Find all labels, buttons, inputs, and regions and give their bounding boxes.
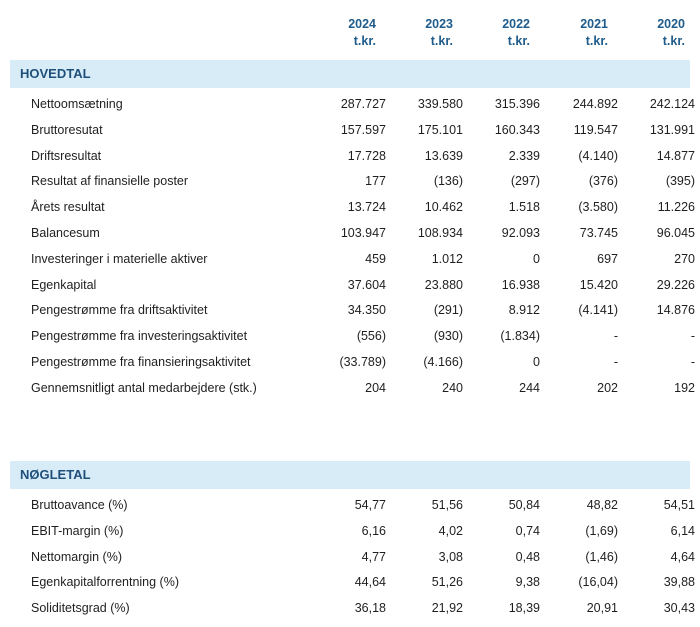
row-value-2020: 11.226: [657, 200, 695, 215]
table-row: [10, 118, 695, 144]
column-year: 2023: [425, 17, 453, 31]
row-label: Egenkapital: [31, 277, 97, 292]
table-row: [10, 596, 695, 622]
row-value-2020: 270: [674, 251, 695, 266]
table-row: [10, 350, 695, 376]
row-label: Driftsresultat: [31, 148, 102, 163]
row-value-2021: (16,04): [578, 575, 618, 590]
column-year: 2020: [657, 17, 685, 31]
row-value-2021: 48,82: [586, 498, 618, 512]
row-value-2022: 0,48: [515, 549, 540, 564]
column-headers: [0, 16, 700, 56]
row-label: Resultat af finansielle poster: [31, 174, 189, 189]
section-header-noegletal: [10, 461, 690, 489]
row-value-2022: 160.343: [494, 122, 540, 137]
row-value-2022: 9,38: [515, 575, 540, 590]
row-value-2021: -: [613, 354, 618, 369]
row-value-2024: 103.947: [340, 225, 386, 240]
section-title: NØGLETAL: [20, 467, 91, 482]
table-row: [10, 493, 695, 519]
table-row: [10, 247, 695, 273]
table-row: [10, 273, 695, 299]
row-value-2021: (4.140): [578, 148, 618, 163]
row-value-2020: 54,51: [663, 498, 695, 512]
row-value-2020: 242.124: [649, 97, 695, 111]
row-label: Investeringer i materielle aktiver: [31, 251, 208, 266]
row-value-2023: (4.166): [423, 354, 463, 369]
row-value-2022: 16.938: [501, 277, 540, 292]
row-value-2024: 34.350: [347, 303, 386, 318]
row-value-2024: 204: [365, 380, 386, 395]
row-value-2021: 73.745: [579, 225, 618, 240]
column-unit: t.kr.: [585, 34, 608, 48]
row-value-2023: 3,08: [438, 549, 463, 564]
row-value-2024: 4,77: [361, 549, 386, 564]
column-unit: t.kr.: [662, 34, 685, 48]
table-row: [10, 570, 695, 596]
row-label: Gennemsnitligt antal medarbejdere (stk.): [31, 380, 257, 395]
section-title: HOVEDTAL: [20, 66, 91, 81]
row-value-2023: 240: [442, 380, 463, 395]
column-unit: t.kr.: [353, 34, 376, 48]
row-value-2023: 10.462: [424, 200, 463, 215]
column-year: 2022: [502, 17, 530, 31]
row-value-2022: 1.518: [508, 200, 540, 215]
row-value-2023: 339.580: [417, 97, 463, 111]
column-header-2020: [605, 16, 685, 50]
row-value-2020: 131.991: [649, 122, 695, 137]
table-row: [10, 144, 695, 170]
row-value-2024: 17.728: [347, 148, 386, 163]
row-value-2021: (4.141): [578, 303, 618, 318]
row-value-2022: 0,74: [515, 523, 540, 538]
hovedtal-table: [10, 92, 695, 402]
column-header-2024: [296, 16, 376, 50]
row-value-2021: 15.420: [579, 277, 618, 292]
row-value-2020: 14.877: [656, 148, 695, 163]
table-row: [10, 169, 695, 195]
row-label: Årets resultat: [31, 200, 105, 215]
row-value-2024: 54,77: [354, 498, 386, 512]
row-value-2020: 6,14: [670, 523, 695, 538]
row-value-2024: 287.727: [340, 97, 386, 111]
row-label: EBIT-margin (%): [31, 523, 124, 538]
row-value-2022: 0: [533, 251, 540, 266]
table-row: [10, 376, 695, 402]
row-value-2020: -: [690, 329, 695, 344]
section-header-hovedtal: [10, 60, 690, 88]
column-header-2023: [373, 16, 453, 50]
row-value-2024: 177: [365, 174, 386, 189]
row-value-2022: 18,39: [508, 601, 540, 616]
row-value-2021: 119.547: [573, 122, 618, 137]
row-value-2024: 459: [365, 251, 386, 266]
row-label: Pengestrømme fra investeringsaktivitet: [31, 329, 248, 344]
row-value-2022: 50,84: [508, 498, 540, 512]
row-value-2020: -: [690, 354, 695, 369]
row-value-2024: 37.604: [347, 277, 386, 292]
row-value-2021: -: [613, 329, 618, 344]
row-value-2023: 1.012: [431, 251, 463, 266]
column-year: 2024: [348, 17, 376, 31]
row-value-2020: 192: [674, 380, 695, 395]
column-year: 2021: [580, 17, 608, 31]
row-value-2024: (556): [356, 329, 386, 344]
row-value-2024: 44,64: [354, 575, 386, 590]
row-value-2020: 96.045: [656, 225, 695, 240]
row-label: Bruttoresutat: [31, 122, 103, 137]
row-value-2021: (3.580): [578, 200, 618, 215]
row-value-2024: 13.724: [347, 200, 386, 215]
table-row: [10, 92, 695, 118]
row-value-2023: 13.639: [424, 148, 463, 163]
row-value-2021: (1,46): [585, 549, 618, 564]
table-row: [10, 519, 695, 545]
row-value-2022: 315.396: [494, 97, 540, 111]
row-value-2020: 29.226: [656, 277, 695, 292]
table-row: [10, 298, 695, 324]
row-value-2022: 8.912: [508, 303, 540, 318]
row-label: Egenkapitalforrentning (%): [31, 575, 179, 590]
column-unit: t.kr.: [507, 34, 530, 48]
row-value-2023: 21,92: [431, 601, 463, 616]
row-value-2020: (395): [665, 174, 695, 189]
table-row: [10, 324, 695, 350]
column-header-2021: [528, 16, 608, 50]
row-value-2021: (376): [588, 174, 618, 189]
table-row: [10, 545, 695, 571]
noegletal-table: [10, 493, 695, 622]
table-row: [10, 195, 695, 221]
row-value-2023: 175.101: [417, 122, 463, 137]
row-value-2024: 6,16: [361, 523, 386, 538]
row-label: Nettoomsætning: [31, 97, 123, 111]
row-value-2020: 4,64: [670, 549, 695, 564]
row-value-2020: 14.876: [656, 303, 695, 318]
row-value-2020: 39,88: [663, 575, 695, 590]
row-value-2020: 30,43: [663, 601, 695, 616]
table-row: [10, 221, 695, 247]
column-unit: t.kr.: [430, 34, 453, 48]
row-value-2024: 157.597: [340, 122, 386, 137]
row-value-2024: 36,18: [354, 601, 386, 616]
column-header-2022: [450, 16, 530, 50]
row-value-2021: 244.892: [572, 97, 618, 111]
row-label: Bruttoavance (%): [31, 498, 128, 512]
row-value-2023: (136): [433, 174, 463, 189]
row-label: Soliditetsgrad (%): [31, 601, 130, 616]
row-value-2022: 2.339: [508, 148, 540, 163]
row-value-2022: 244: [519, 380, 540, 395]
row-label: Nettomargin (%): [31, 549, 122, 564]
row-value-2022: 0: [533, 354, 540, 369]
row-value-2023: 108.934: [417, 225, 463, 240]
row-value-2021: 697: [597, 251, 618, 266]
row-value-2023: 23.880: [424, 277, 463, 292]
row-value-2023: (291): [433, 303, 463, 318]
row-value-2021: 202: [597, 380, 618, 395]
row-label: Balancesum: [31, 225, 100, 240]
row-label: Pengestrømme fra driftsaktivitet: [31, 303, 208, 318]
row-value-2023: 51,26: [431, 575, 463, 590]
row-value-2022: 92.093: [501, 225, 540, 240]
row-value-2023: 4,02: [438, 523, 463, 538]
row-value-2022: (1.834): [500, 329, 540, 344]
row-value-2021: 20,91: [586, 601, 618, 616]
row-value-2022: (297): [510, 174, 540, 189]
row-label: Pengestrømme fra finansieringsaktivitet: [31, 354, 251, 369]
row-value-2023: (930): [433, 329, 463, 344]
row-value-2024: (33.789): [339, 354, 386, 369]
row-value-2023: 51,56: [431, 498, 463, 512]
row-value-2021: (1,69): [585, 523, 618, 538]
